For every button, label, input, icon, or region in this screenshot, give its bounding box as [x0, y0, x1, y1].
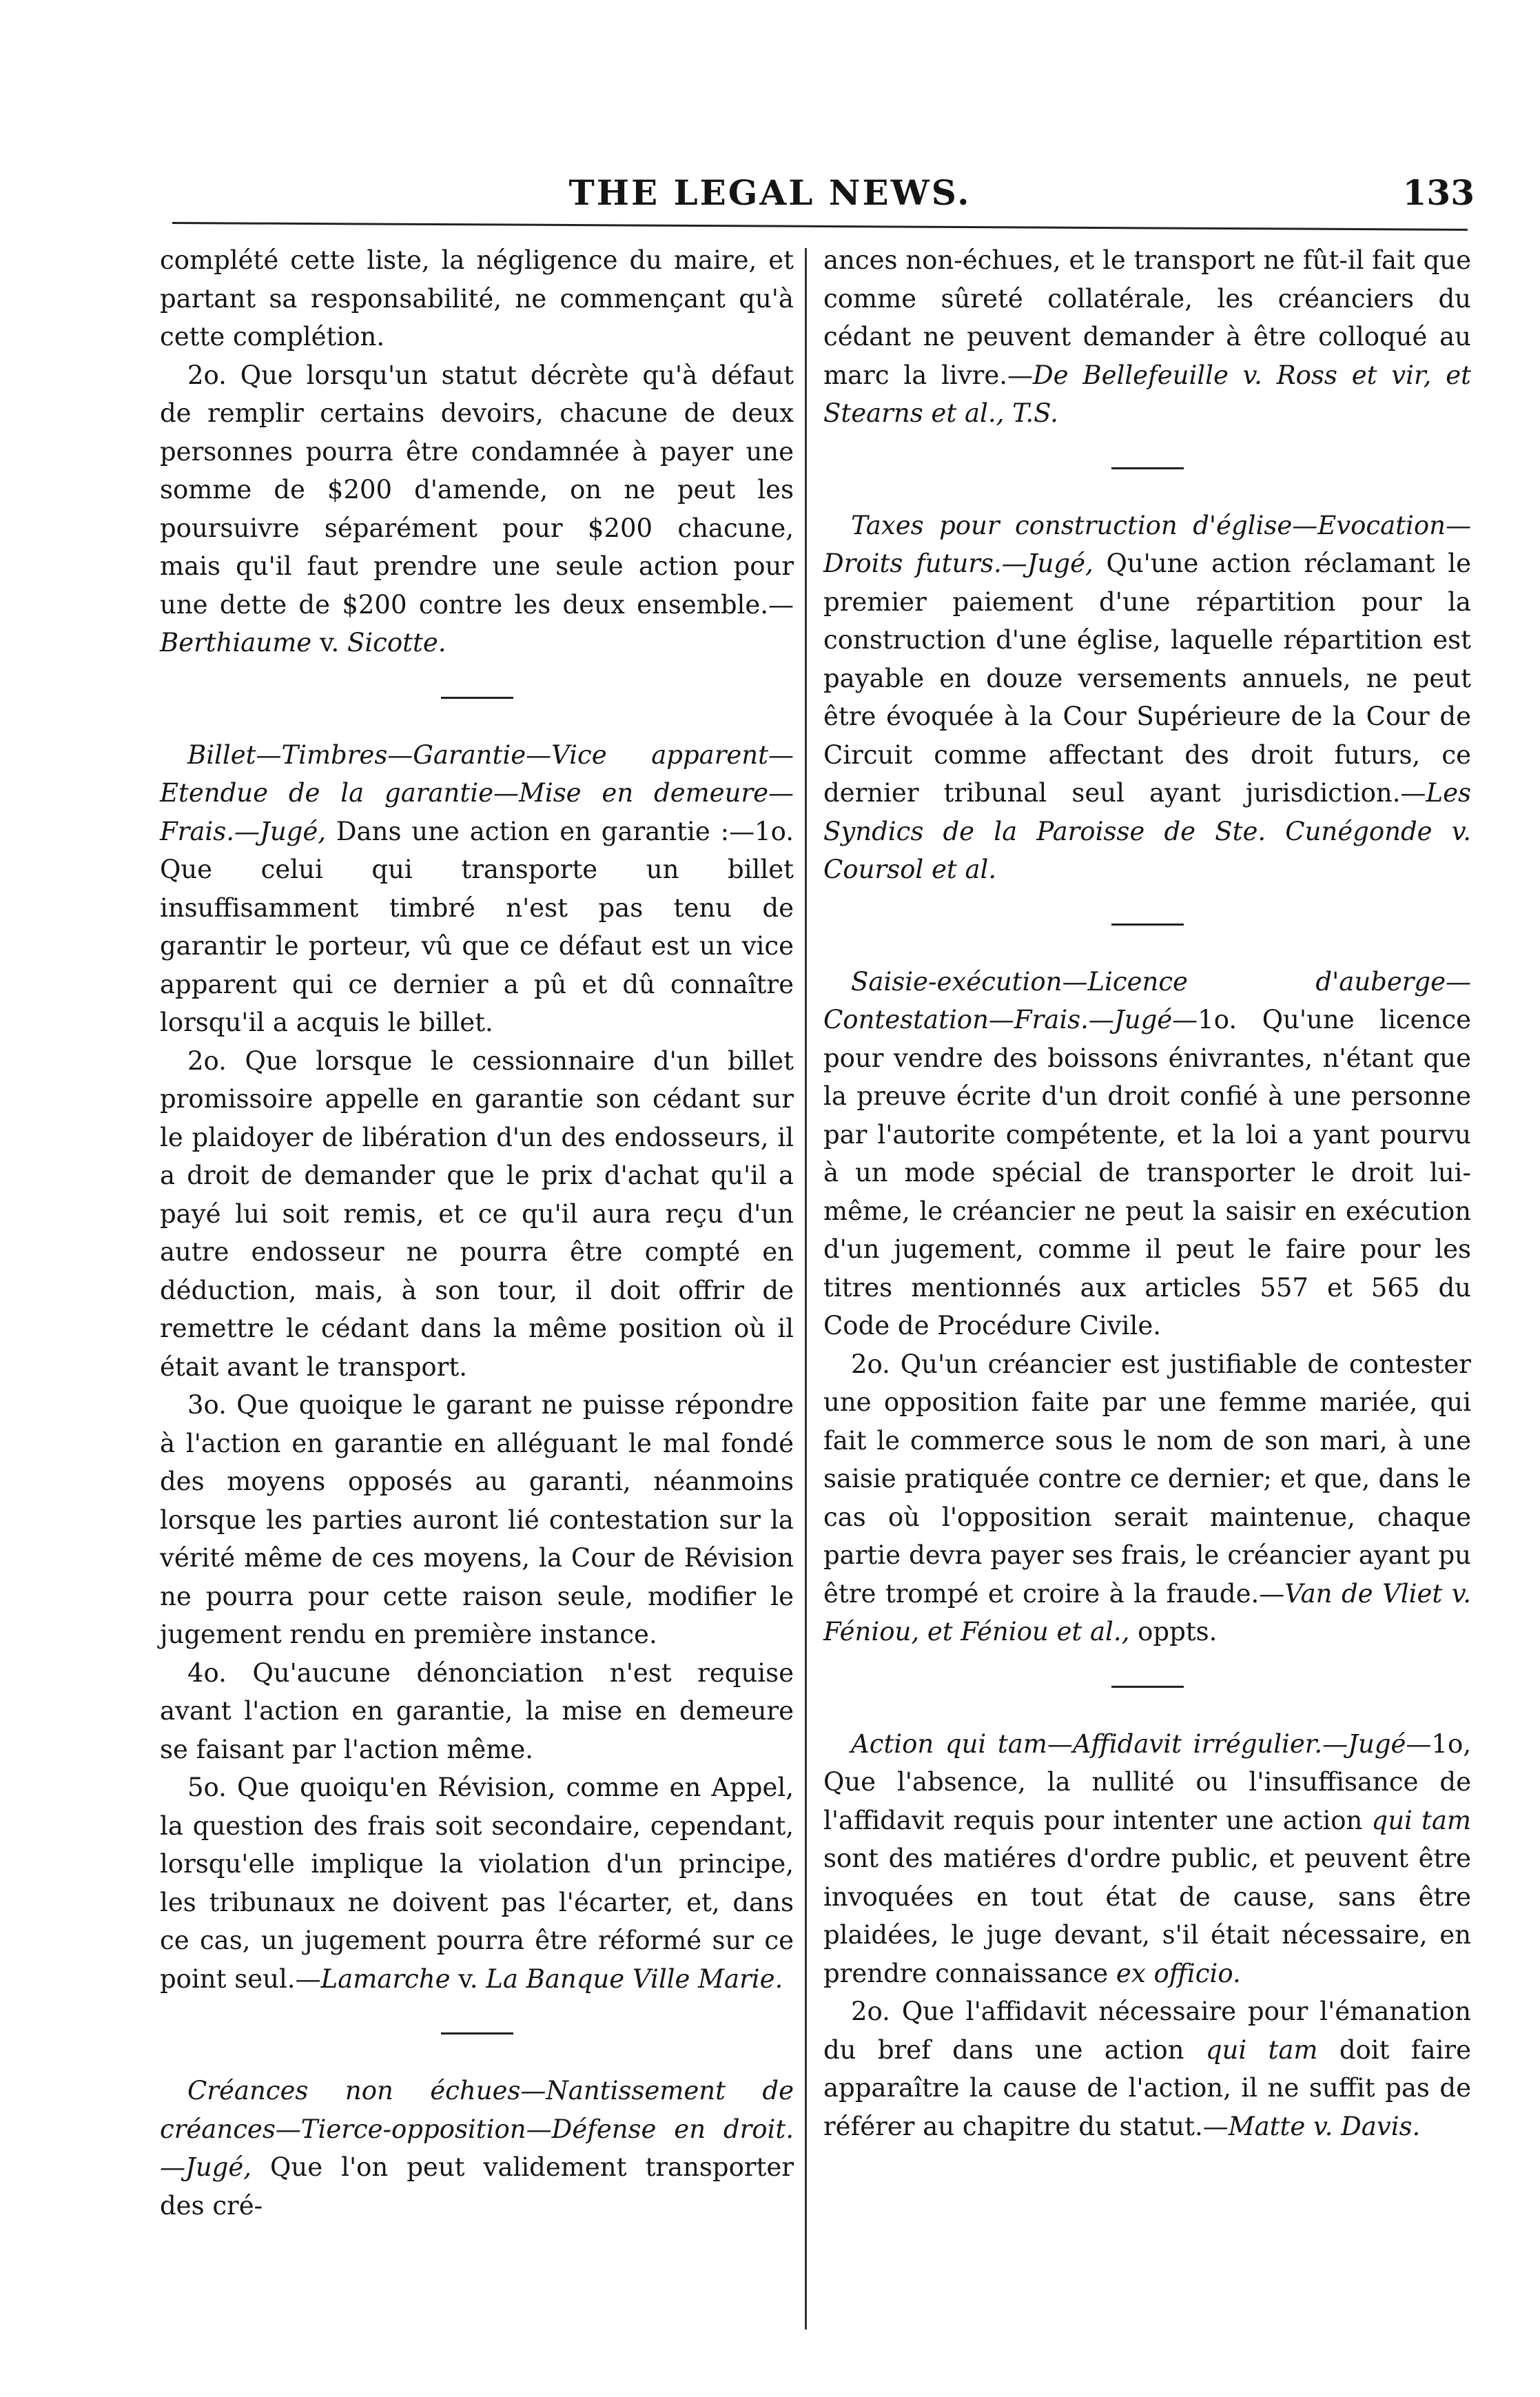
case-name: De Bellefeuille v. Ross et vir, et Stearns et al., T.S. — [823, 360, 1471, 428]
paragraph — [160, 241, 794, 356]
paragraph — [823, 1725, 1471, 1993]
italic-term: qui tam — [1205, 2034, 1318, 2065]
case-name: La Banque Ville Marie. — [486, 1963, 783, 1994]
header-rule — [172, 222, 1468, 231]
section-heading: Billet—Timbres—Garantie—Vice apparent—Etendue de la garantie—Mise en demeure—Frais.—Jugé, — [160, 740, 794, 846]
column-divider — [805, 248, 807, 2329]
case-name: Berthiaume — [160, 628, 312, 657]
paragraph-text: 5o. Que quoiqu'en Révision, comme en Appel, la question des frais soit secondaire, cependant, lorsqu'elle implique la violation d'un principe, les tribunaux ne doivent pas l'écarter, et, dans ce cas, un jugement pourra être réformé sur ce point seul.— — [160, 1773, 794, 1994]
case-name: Van de Vliet v. Féniou, et Féniou et al., — [823, 1578, 1471, 1646]
paragraph — [823, 963, 1471, 1345]
paragraph-text: 3o. Que quoique le garant ne puisse répondre à l'action en garantie en alléguant le mal fondé des moyens opposés au garanti, néanmoins lorsque les parties auront lié contestation sur la vérité même de ces moyens, la Cour de Révision ne pourra pour cette raison seule, modifier le jugement rendu en première instance. — [160, 1390, 794, 1649]
paragraph — [160, 1768, 794, 1998]
paragraph — [823, 241, 1471, 433]
left-column — [160, 241, 794, 2225]
paragraph-text: oppts. — [1129, 1617, 1218, 1646]
case-name: Sicotte. — [347, 628, 446, 657]
paragraph — [160, 1654, 794, 1769]
section-separator — [441, 2032, 513, 2034]
paragraph-text: Que l'on peut validement transporter des cré- — [160, 2152, 794, 2221]
paragraph — [823, 507, 1471, 889]
paragraph-text: —1o, Que l'absence, la nullité ou l'insuffisance de l'affidavit requis pour intenter une action — [823, 1728, 1471, 1835]
paragraph — [160, 1042, 794, 1387]
paragraph-text: 2o. Que lorsqu'un statut décrète qu'à défaut de remplir certains devoirs, chacune de deux personnes pourra être condamnée à payer une somme de $200 d'amende, on ne peut les poursuivre séparément pour $200 chacune, mais qu'il faut prendre une seule action pour une dette de $200 contre les deux ensemble.— — [160, 360, 794, 620]
paragraph-text: doit faire apparaître la cause de l'action, il ne suffit pas de référer au chapitre du statut.— — [823, 2034, 1471, 2141]
page-number: 133 — [1402, 172, 1475, 213]
italic-term: ex officio. — [1116, 1958, 1241, 1988]
paragraph — [823, 1345, 1471, 1651]
paragraph-text: 2o. Qu'un créancier est justifiable de contester une opposition faite par une femme mariée, qui fait le commerce sous le nom de son mari, à une saisie pratiquée contre ce dernier; et que, dans le cas où l'opposition serait maintenue, chaque partie devra payer ses frais, le créancier ayant pu être trompé et croire à la fraude.— — [823, 1349, 1471, 1609]
paragraph-text: 4o. Qu'aucune dénonciation n'est requise avant l'action en garantie, la mise en demeure se faisant par l'action même. — [160, 1658, 794, 1764]
paragraph — [823, 1992, 1471, 2145]
paragraph — [160, 2072, 794, 2225]
case-name: Matte v. Davis. — [1228, 2111, 1421, 2141]
section-heading: Créances non échues—Nantissement de créances—Tierce-opposition—Défense en droit.—Jugé, — [160, 2076, 794, 2182]
paragraph-text: ances non-échues, et le transport ne fût-il fait que comme sûreté collatérale, les créanciers du cédant ne peuvent demander à être colloqué au marc la livre.— — [823, 245, 1471, 390]
section-heading: Saisie-exécution—Licence d'auberge—Contestation—Frais.—Jugé — [823, 966, 1471, 1034]
section-heading: Action qui tam—Affidavit irrégulier.—Jugé — [851, 1728, 1406, 1759]
section-separator — [1111, 1686, 1184, 1688]
paragraph-text: 2o. Que l'affidavit nécessaire pour l'émanation du bref dans une action — [823, 1997, 1471, 2065]
italic-term: qui tam — [1371, 1805, 1471, 1835]
paragraph — [160, 736, 794, 1042]
case-versus: v. — [450, 1963, 486, 1994]
section-separator — [1111, 467, 1184, 469]
paragraph-text: Qu'une action réclamant le premier paiement d'une répartition pour la construction d'une église, laquelle répartition est payable en douze versements annuels, ne peut être évoquée à la Cour Supérieure de la Cour de Circuit comme affectant des droit futurs, ce dernier tribunal seul ayant jurisdiction.— — [823, 549, 1471, 808]
section-separator — [441, 697, 513, 699]
paragraph-text: —1o. Qu'une licence pour vendre des boissons énivrantes, n'étant que la preuve écrite d'un droit confié à une personne par l'autorite compétente, et la loi a yant pourvu à un mode spécial de transporter le droit lui-même, le créancier ne peut la saisir en exécution d'un jugement, comme il peut le faire pour les titres mentionnés aux articles 557 et 565 du Code de Procédure Civile. — [823, 1005, 1471, 1340]
case-name: Les Syndics de la Paroisse de Ste. Cunégonde v. Coursol et al. — [823, 778, 1471, 884]
paragraph-text: complété cette liste, la négligence du maire, et partant sa responsabilité, ne commençant qu'à cette complétion. — [160, 245, 794, 351]
paragraph-text: 2o. Que lorsque le cessionnaire d'un billet promissoire appelle en garantie son cédant sur le plaidoyer de libération d'un des endosseurs, il a droit de demander que le prix d'achat qu'il a payé lui soit remis, et ce qu'il aura reçu d'un autre endosseur ne pourra être compté en déduction, mais, à son tour, il doit offrir de remettre le cédant dans la même position où il était avant le transport. — [160, 1046, 794, 1382]
section-heading: Taxes pour construction d'église—Evocation—Droits futurs.—Jugé, — [823, 510, 1471, 578]
paragraph-text: sont des matiéres d'ordre public, et peuvent être invoquées en tout état de cause, sans être plaidées, le juge devant, s'il était nécessaire, en prendre connaissance — [823, 1844, 1471, 1988]
paragraph — [160, 1386, 794, 1654]
case-name: Lamarche — [320, 1963, 451, 1994]
paragraph — [160, 356, 794, 662]
page-title: THE LEGAL NEWS. — [568, 172, 972, 213]
right-column — [823, 241, 1471, 2145]
case-versus: v. — [311, 628, 347, 657]
paragraph-text: Dans une action en garantie :—1o. Que celui qui transporte un billet insuffisamment timbré n'est pas tenu de garantir le porteur, vû que ce défaut est un vice apparent qui ce dernier a pû et dû connaître lorsqu'il a acquis le billet. — [160, 816, 794, 1037]
section-separator — [1111, 924, 1184, 926]
